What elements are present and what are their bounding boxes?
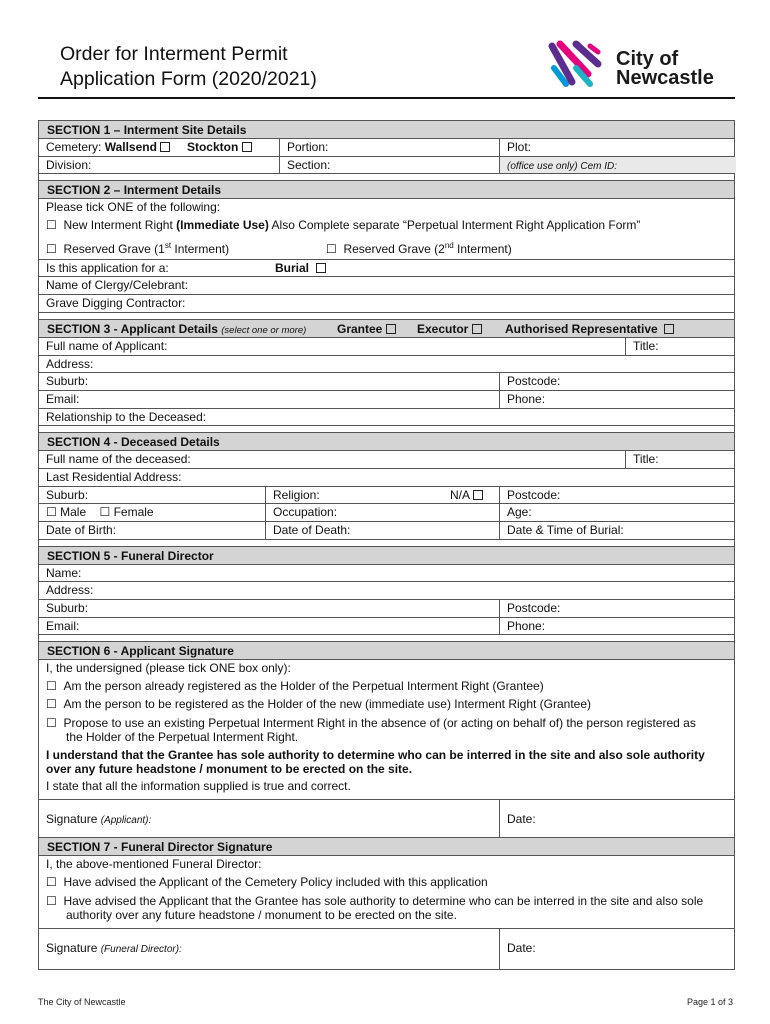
deceased-suburb-label: Suburb: bbox=[46, 487, 89, 502]
new-right-note: Also Complete separate “Perpetual Interment Right Application Form” bbox=[268, 218, 641, 233]
burial-time-label: Date & Time of Burial: bbox=[507, 523, 624, 538]
contractor-label: Grave Digging Contractor: bbox=[46, 296, 186, 311]
fd-signature-field[interactable] bbox=[39, 929, 499, 969]
fd-date-field[interactable] bbox=[499, 929, 736, 969]
deceased-suburb-field[interactable] bbox=[39, 487, 265, 504]
applicant-phone-label: Phone: bbox=[507, 391, 546, 406]
reserved-2nd-label: Reserved Grave (2 bbox=[343, 241, 445, 256]
relationship-label: Relationship to the Deceased: bbox=[46, 409, 207, 424]
applicant-address-field[interactable] bbox=[39, 356, 734, 374]
s6-declaration-block bbox=[39, 660, 734, 800]
authority-line-2: over any future headstone / monument to be erected on the site. bbox=[46, 761, 413, 776]
authorised-option[interactable] bbox=[505, 320, 674, 338]
deceased-suburb-row bbox=[39, 487, 734, 505]
newcastle-logo-mark-icon bbox=[546, 38, 606, 90]
logo-line-2: Newcastle bbox=[616, 67, 714, 89]
s7-option-2-label-cont: authority over any future headstone / monument to be erected on the site. bbox=[66, 907, 457, 922]
applicant-title-label: Title: bbox=[633, 338, 659, 353]
section-gap bbox=[39, 635, 734, 642]
section-field[interactable] bbox=[279, 157, 499, 174]
fd-postcode-label: Postcode: bbox=[507, 601, 561, 616]
executor-option[interactable] bbox=[417, 320, 482, 338]
section-3-note: (select one or more) bbox=[221, 324, 307, 336]
section-3-title: SECTION 3 - Applicant Details bbox=[47, 321, 218, 336]
applicant-name-label: Full name of Applicant: bbox=[46, 338, 168, 353]
clergy-field[interactable] bbox=[39, 277, 734, 295]
plot-label: Plot: bbox=[507, 140, 532, 154]
new-interment-right-option[interactable] bbox=[39, 217, 734, 235]
contractor-field[interactable] bbox=[39, 295, 734, 313]
section-gap bbox=[39, 426, 734, 433]
reserved-1st-end: Interment) bbox=[171, 241, 230, 256]
female-label: Female bbox=[113, 505, 154, 520]
male-label: Male bbox=[60, 505, 87, 520]
applicant-email-label: Email: bbox=[46, 391, 80, 406]
fd-name-label: Name: bbox=[46, 565, 82, 580]
fd-suburb-label: Suburb: bbox=[46, 601, 89, 616]
header-divider bbox=[38, 97, 735, 99]
dod-field[interactable] bbox=[265, 522, 499, 539]
occupation-field[interactable] bbox=[265, 504, 499, 521]
dob-field[interactable] bbox=[39, 522, 265, 539]
s6-option-3-label: Propose to use an existing Perpetual Interment Right in the absence of (or acting on behalf of) the person registered as bbox=[63, 715, 696, 730]
cemetery-label: Cemetery: bbox=[46, 140, 105, 154]
deceased-gender-row bbox=[39, 504, 734, 522]
applicant-name-field[interactable] bbox=[39, 338, 625, 355]
division-field[interactable] bbox=[39, 157, 279, 174]
application-for-label: Is this application for a: bbox=[46, 260, 169, 275]
s6-option-1-label: Am the person already registered as the Holder of the Perpetual Interment Right (Grantee) bbox=[63, 679, 544, 694]
deceased-name-label: Full name of the deceased: bbox=[46, 452, 191, 467]
new-right-immediate: (Immediate Use) bbox=[176, 218, 269, 233]
portion-field[interactable] bbox=[279, 139, 499, 156]
burial-checkbox[interactable] bbox=[316, 263, 326, 273]
applicant-signature-note: (Applicant): bbox=[100, 815, 152, 827]
section-3-heading bbox=[39, 320, 734, 338]
fd-suburb-field[interactable] bbox=[39, 600, 499, 617]
section-gap bbox=[39, 174, 734, 181]
section-1-heading: SECTION 1 – Interment Site Details bbox=[39, 121, 734, 139]
section-label: Section: bbox=[287, 157, 331, 172]
fd-email-label: Email: bbox=[46, 618, 80, 633]
occupation-label: Occupation: bbox=[273, 505, 338, 520]
applicant-email-row bbox=[39, 391, 734, 409]
applicant-email-field[interactable] bbox=[39, 391, 499, 408]
s7-declaration-block bbox=[39, 856, 734, 928]
fd-postcode-field[interactable] bbox=[499, 600, 736, 617]
grantee-checkbox[interactable] bbox=[386, 324, 396, 334]
burial-option[interactable] bbox=[268, 260, 468, 277]
grantee-label: Grantee bbox=[337, 321, 383, 336]
new-right-checkbox[interactable]: ☐ bbox=[46, 218, 57, 233]
page-header bbox=[0, 0, 770, 100]
clergy-label: Name of Clergy/Celebrant: bbox=[46, 278, 189, 293]
religion-label: Religion: bbox=[273, 487, 320, 502]
interment-form bbox=[38, 120, 735, 970]
fd-email-field[interactable] bbox=[39, 618, 499, 635]
logo-line-1: City of bbox=[616, 48, 679, 70]
applicant-date-field[interactable] bbox=[499, 800, 736, 837]
executor-checkbox[interactable] bbox=[472, 324, 482, 334]
burial-label: Burial bbox=[275, 260, 310, 275]
deceased-title-label: Title: bbox=[633, 452, 659, 467]
reserved-2nd-checkbox[interactable]: ☐ bbox=[326, 241, 337, 256]
application-type-row bbox=[39, 260, 734, 278]
executor-label: Executor bbox=[417, 321, 469, 336]
deceased-postcode-field[interactable] bbox=[499, 487, 736, 504]
reserved-1st-option[interactable] bbox=[46, 242, 229, 256]
reserved-grave-options bbox=[39, 235, 734, 256]
s2-options-block bbox=[39, 199, 734, 259]
section-gap bbox=[39, 313, 734, 320]
applicant-postcode-label: Postcode: bbox=[507, 374, 561, 389]
reserved-1st-sup: st bbox=[164, 240, 172, 250]
religion-na-option[interactable] bbox=[450, 487, 483, 504]
applicant-suburb-label: Suburb: bbox=[46, 374, 89, 389]
relationship-field[interactable] bbox=[39, 409, 734, 427]
section-7-heading: SECTION 7 - Funeral Director Signature bbox=[39, 838, 734, 856]
division-label: Division: bbox=[46, 157, 92, 172]
religion-na-label: N/A bbox=[450, 487, 470, 502]
applicant-signature-field[interactable] bbox=[39, 800, 499, 837]
s7-option-1[interactable] bbox=[39, 874, 734, 892]
s6-option-2[interactable] bbox=[39, 696, 734, 714]
fd-phone-label: Phone: bbox=[507, 618, 546, 633]
truth-statement: I state that all the information supplied is true and correct. bbox=[46, 778, 351, 793]
s6-option-1[interactable] bbox=[39, 678, 734, 696]
s7-option-1-label: Have advised the Applicant of the Cemetery Policy included with this application bbox=[63, 874, 488, 889]
footer-organisation: The City of Newcastle bbox=[38, 997, 126, 1007]
s6-option-3-checkbox[interactable]: ☐ bbox=[46, 715, 57, 730]
religion-na-checkbox[interactable] bbox=[473, 490, 483, 500]
authorised-checkbox[interactable] bbox=[664, 324, 674, 334]
fd-address-field[interactable] bbox=[39, 582, 734, 600]
applicant-address-label: Address: bbox=[46, 356, 94, 371]
s6-option-3[interactable] bbox=[39, 714, 734, 744]
reserved-2nd-sup: nd bbox=[444, 240, 454, 250]
last-address-field[interactable] bbox=[39, 469, 734, 487]
burial-time-field[interactable] bbox=[499, 522, 736, 539]
plot-field[interactable] bbox=[499, 139, 736, 156]
applicant-date-label: Date: bbox=[507, 812, 536, 827]
page-title bbox=[60, 42, 317, 92]
fd-date-label: Date: bbox=[507, 940, 536, 955]
title-line-1: Order for Interment Permit bbox=[60, 43, 288, 65]
s1-row-division bbox=[39, 157, 734, 175]
authorised-label: Authorised Representative bbox=[505, 321, 658, 336]
deceased-name-row bbox=[39, 451, 734, 469]
section-5-heading: SECTION 5 - Funeral Director bbox=[39, 547, 734, 565]
stockton-checkbox[interactable] bbox=[242, 142, 252, 152]
deceased-name-field[interactable] bbox=[39, 451, 625, 468]
age-label: Age: bbox=[507, 505, 532, 520]
applicant-suburb-row bbox=[39, 373, 734, 391]
section-6-heading: SECTION 6 - Applicant Signature bbox=[39, 642, 734, 660]
s6-intro: I, the undersigned (please tick ONE box only): bbox=[46, 661, 291, 676]
reserved-1st-checkbox[interactable]: ☐ bbox=[46, 241, 57, 256]
new-right-label: New Interment Right bbox=[63, 218, 177, 233]
applicant-postcode-field[interactable] bbox=[499, 373, 736, 390]
gender-options bbox=[39, 504, 265, 521]
s6-option-2-checkbox[interactable]: ☐ bbox=[46, 696, 57, 711]
reserved-1st-label: Reserved Grave (1 bbox=[63, 241, 165, 256]
title-line-2: Application Form (2020/2021) bbox=[60, 68, 317, 90]
fd-name-field[interactable] bbox=[39, 565, 734, 583]
deceased-postcode-label: Postcode: bbox=[507, 487, 561, 502]
s7-intro: I, the above-mentioned Funeral Director: bbox=[46, 857, 262, 872]
city-of-newcastle-logo bbox=[546, 38, 736, 94]
fd-email-row bbox=[39, 618, 734, 636]
applicant-suburb-field[interactable] bbox=[39, 373, 499, 390]
applicant-signature-label: Signature bbox=[46, 812, 101, 827]
footer-page-number: Page 1 of 3 bbox=[686, 997, 733, 1007]
fd-signature-label: Signature bbox=[46, 940, 101, 955]
s7-option-1-checkbox[interactable]: ☐ bbox=[46, 874, 57, 889]
cem-id-label: (office use only) Cem ID: bbox=[507, 160, 618, 172]
female-checkbox[interactable]: ☐ bbox=[99, 505, 111, 520]
fd-suburb-row bbox=[39, 600, 734, 618]
applicant-signature-row bbox=[39, 800, 734, 838]
reserved-2nd-end: Interment) bbox=[453, 241, 512, 256]
dod-label: Date of Death: bbox=[273, 523, 351, 538]
cem-id-field bbox=[499, 157, 736, 174]
age-field[interactable] bbox=[499, 504, 736, 521]
authority-line-1: I understand that the Grantee has sole authority to determine who can be interred in the site and also sole authority bbox=[46, 747, 705, 762]
fd-phone-field[interactable] bbox=[499, 618, 736, 635]
wallsend-checkbox[interactable] bbox=[160, 142, 170, 152]
s7-option-2-label: Have advised the Applicant that the Grantee has sole authority to determine who can be interred in the site and also sole bbox=[63, 893, 704, 908]
stockton-label: Stockton bbox=[186, 140, 239, 154]
wallsend-label: Wallsend bbox=[104, 140, 157, 154]
deceased-title-field[interactable] bbox=[625, 451, 736, 468]
grantee-option[interactable] bbox=[337, 320, 396, 338]
s6-option-3-label-cont: the Holder of the Perpetual Interment Right. bbox=[66, 729, 299, 744]
s1-row-cemetery bbox=[39, 139, 734, 157]
s7-option-2[interactable] bbox=[39, 892, 734, 922]
dob-label: Date of Birth: bbox=[46, 523, 117, 538]
tick-instruction: Please tick ONE of the following: bbox=[46, 200, 221, 215]
s6-option-1-checkbox[interactable]: ☐ bbox=[46, 679, 57, 694]
section-4-heading: SECTION 4 - Deceased Details bbox=[39, 433, 734, 451]
s6-option-2-label: Am the person to be registered as the Holder of the new (immediate use) Interment Right (Grantee) bbox=[63, 696, 592, 711]
section-2-heading: SECTION 2 – Interment Details bbox=[39, 181, 734, 199]
male-checkbox[interactable]: ☐ bbox=[46, 505, 57, 520]
applicant-name-row bbox=[39, 338, 734, 356]
religion-field[interactable] bbox=[265, 487, 499, 504]
section-gap bbox=[39, 540, 734, 547]
s7-option-2-checkbox[interactable]: ☐ bbox=[46, 893, 57, 908]
applicant-phone-field[interactable] bbox=[499, 391, 736, 408]
reserved-2nd-option[interactable] bbox=[326, 235, 512, 260]
logo-wordmark bbox=[616, 50, 714, 88]
portion-label: Portion: bbox=[287, 140, 329, 154]
fd-signature-note: (Funeral Director): bbox=[100, 943, 182, 955]
last-address-label: Last Residential Address: bbox=[46, 469, 182, 484]
grantee-authority-statement bbox=[39, 744, 734, 776]
applicant-title-field[interactable] bbox=[625, 338, 736, 355]
fd-address-label: Address: bbox=[46, 583, 94, 598]
fd-signature-row bbox=[39, 929, 734, 969]
deceased-dates-row bbox=[39, 522, 734, 540]
